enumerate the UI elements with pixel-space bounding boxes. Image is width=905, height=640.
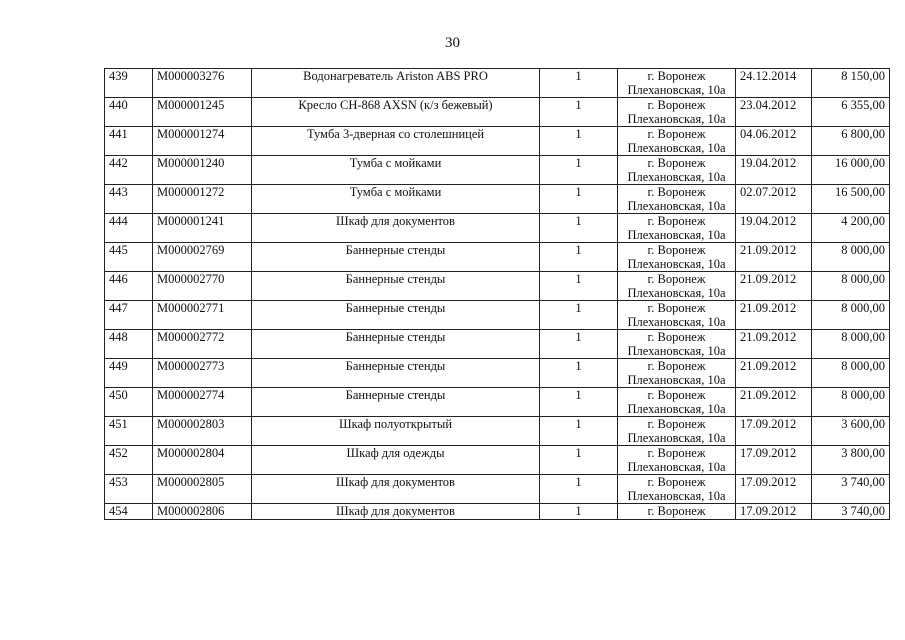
date-cell: 04.06.2012 <box>736 127 812 156</box>
date-cell: 21.09.2012 <box>736 272 812 301</box>
quantity-cell: 1 <box>540 69 618 98</box>
table-row <box>105 98 890 127</box>
location-street: Плехановская, 10а <box>627 460 726 474</box>
date-cell: 21.09.2012 <box>736 301 812 330</box>
amount-cell: 8 000,00 <box>812 359 890 388</box>
quantity-cell: 1 <box>540 127 618 156</box>
amount-cell: 8 000,00 <box>812 301 890 330</box>
quantity-cell: 1 <box>540 156 618 185</box>
location-city: г. Воронеж <box>647 156 706 170</box>
inventory-code-cell: М000002803 <box>153 417 252 446</box>
location-city: г. Воронеж <box>647 98 706 112</box>
inventory-code-cell: М000002771 <box>153 301 252 330</box>
page-number: 30 <box>445 35 460 51</box>
row-number-cell: 443 <box>105 185 153 214</box>
location-street: Плехановская, 10а <box>627 431 726 445</box>
location-cell <box>618 475 736 504</box>
location-street: Плехановская, 10а <box>627 315 726 329</box>
inventory-table <box>104 68 890 520</box>
quantity-cell: 1 <box>540 446 618 475</box>
location-city: г. Воронеж <box>647 69 706 83</box>
quantity-cell: 1 <box>540 272 618 301</box>
date-cell: 17.09.2012 <box>736 504 812 520</box>
quantity-cell: 1 <box>540 475 618 504</box>
location-street: Плехановская, 10а <box>627 489 726 503</box>
item-name-cell: Баннерные стенды <box>252 272 540 301</box>
table-row <box>105 388 890 417</box>
amount-cell: 8 000,00 <box>812 272 890 301</box>
amount-cell: 3 800,00 <box>812 446 890 475</box>
date-cell: 02.07.2012 <box>736 185 812 214</box>
quantity-cell: 1 <box>540 417 618 446</box>
row-number-cell: 451 <box>105 417 153 446</box>
item-name-cell: Баннерные стенды <box>252 330 540 359</box>
table-row <box>105 417 890 446</box>
inventory-code-cell: М000002804 <box>153 446 252 475</box>
quantity-cell: 1 <box>540 330 618 359</box>
location-city: г. Воронеж <box>647 359 706 373</box>
item-name-cell: Шкаф для документов <box>252 475 540 504</box>
location-city: г. Воронеж <box>647 272 706 286</box>
table-row <box>105 156 890 185</box>
row-number-cell: 446 <box>105 272 153 301</box>
row-number-cell: 449 <box>105 359 153 388</box>
inventory-code-cell: М000002773 <box>153 359 252 388</box>
location-street: Плехановская, 10а <box>627 199 726 213</box>
row-number-cell: 440 <box>105 98 153 127</box>
date-cell: 17.09.2012 <box>736 446 812 475</box>
location-city: г. Воронеж <box>647 301 706 315</box>
row-number-cell: 444 <box>105 214 153 243</box>
location-street: Плехановская, 10а <box>627 228 726 242</box>
amount-cell: 6 355,00 <box>812 98 890 127</box>
row-number-cell: 445 <box>105 243 153 272</box>
table-row <box>105 330 890 359</box>
location-cell <box>618 214 736 243</box>
location-street: Плехановская, 10а <box>627 402 726 416</box>
item-name-cell: Баннерные стенды <box>252 359 540 388</box>
location-city: г. Воронеж <box>647 185 706 199</box>
date-cell: 23.04.2012 <box>736 98 812 127</box>
item-name-cell: Шкаф для документов <box>252 504 540 520</box>
quantity-cell: 1 <box>540 243 618 272</box>
table-row <box>105 69 890 98</box>
row-number-cell: 439 <box>105 69 153 98</box>
amount-cell: 8 000,00 <box>812 388 890 417</box>
location-cell <box>618 417 736 446</box>
location-city: г. Воронеж <box>647 243 706 257</box>
row-number-cell: 452 <box>105 446 153 475</box>
location-cell <box>618 185 736 214</box>
quantity-cell: 1 <box>540 504 618 520</box>
table-row <box>105 475 890 504</box>
table-row <box>105 243 890 272</box>
location-cell <box>618 504 736 520</box>
date-cell: 21.09.2012 <box>736 359 812 388</box>
quantity-cell: 1 <box>540 359 618 388</box>
location-cell <box>618 69 736 98</box>
location-cell <box>618 359 736 388</box>
row-number-cell: 442 <box>105 156 153 185</box>
table-row <box>105 446 890 475</box>
inventory-code-cell: М000002772 <box>153 330 252 359</box>
row-number-cell: 450 <box>105 388 153 417</box>
quantity-cell: 1 <box>540 388 618 417</box>
location-city: г. Воронеж <box>647 330 706 344</box>
location-street: Плехановская, 10а <box>627 112 726 126</box>
amount-cell: 16 000,00 <box>812 156 890 185</box>
inventory-code-cell: М000002806 <box>153 504 252 520</box>
amount-cell: 8 000,00 <box>812 330 890 359</box>
location-street: Плехановская, 10а <box>627 170 726 184</box>
table-row <box>105 504 890 520</box>
inventory-code-cell: М000001245 <box>153 98 252 127</box>
table-row <box>105 272 890 301</box>
amount-cell: 16 500,00 <box>812 185 890 214</box>
item-name-cell: Водонагреватель Ariston ABS PRO <box>252 69 540 98</box>
row-number-cell: 454 <box>105 504 153 520</box>
date-cell: 21.09.2012 <box>736 330 812 359</box>
table-row <box>105 359 890 388</box>
table-row <box>105 301 890 330</box>
location-cell <box>618 272 736 301</box>
location-cell <box>618 330 736 359</box>
row-number-cell: 441 <box>105 127 153 156</box>
location-city: г. Воронеж <box>647 446 706 460</box>
location-street: Плехановская, 10а <box>627 141 726 155</box>
location-street: Плехановская, 10а <box>627 373 726 387</box>
location-cell <box>618 446 736 475</box>
date-cell: 24.12.2014 <box>736 69 812 98</box>
date-cell: 17.09.2012 <box>736 475 812 504</box>
location-cell <box>618 127 736 156</box>
quantity-cell: 1 <box>540 98 618 127</box>
location-city: г. Воронеж <box>647 214 706 228</box>
amount-cell: 3 740,00 <box>812 475 890 504</box>
inventory-code-cell: М000001274 <box>153 127 252 156</box>
row-number-cell: 447 <box>105 301 153 330</box>
date-cell: 19.04.2012 <box>736 214 812 243</box>
inventory-code-cell: М000002769 <box>153 243 252 272</box>
amount-cell: 4 200,00 <box>812 214 890 243</box>
row-number-cell: 448 <box>105 330 153 359</box>
location-street: Плехановская, 10а <box>627 257 726 271</box>
amount-cell: 8 000,00 <box>812 243 890 272</box>
item-name-cell: Баннерные стенды <box>252 301 540 330</box>
amount-cell: 8 150,00 <box>812 69 890 98</box>
item-name-cell: Шкаф для документов <box>252 214 540 243</box>
item-name-cell: Баннерные стенды <box>252 388 540 417</box>
location-street: Плехановская, 10а <box>627 344 726 358</box>
amount-cell: 3 740,00 <box>812 504 890 520</box>
table-row <box>105 214 890 243</box>
location-city: г. Воронеж <box>647 504 706 518</box>
date-cell: 17.09.2012 <box>736 417 812 446</box>
location-street: Плехановская, 10а <box>627 286 726 300</box>
location-city: г. Воронеж <box>647 417 706 431</box>
location-street: Плехановская, 10а <box>627 83 726 97</box>
date-cell: 21.09.2012 <box>736 388 812 417</box>
inventory-code-cell: М000001272 <box>153 185 252 214</box>
inventory-code-cell: М000001241 <box>153 214 252 243</box>
table-row <box>105 185 890 214</box>
inventory-code-cell: М000002805 <box>153 475 252 504</box>
item-name-cell: Шкаф полуоткрытый <box>252 417 540 446</box>
location-cell <box>618 301 736 330</box>
location-cell <box>618 156 736 185</box>
location-cell <box>618 388 736 417</box>
location-city: г. Воронеж <box>647 127 706 141</box>
location-city: г. Воронеж <box>647 475 706 489</box>
row-number-cell: 453 <box>105 475 153 504</box>
amount-cell: 3 600,00 <box>812 417 890 446</box>
amount-cell: 6 800,00 <box>812 127 890 156</box>
inventory-code-cell: М000002770 <box>153 272 252 301</box>
inventory-table-body <box>105 69 890 520</box>
item-name-cell: Тумба с мойками <box>252 185 540 214</box>
item-name-cell: Баннерные стенды <box>252 243 540 272</box>
inventory-code-cell: М000001240 <box>153 156 252 185</box>
date-cell: 19.04.2012 <box>736 156 812 185</box>
quantity-cell: 1 <box>540 214 618 243</box>
inventory-code-cell: М000002774 <box>153 388 252 417</box>
quantity-cell: 1 <box>540 301 618 330</box>
item-name-cell: Шкаф для одежды <box>252 446 540 475</box>
item-name-cell: Кресло CH-868 AXSN (к/з бежевый) <box>252 98 540 127</box>
location-cell <box>618 243 736 272</box>
location-city: г. Воронеж <box>647 388 706 402</box>
location-cell <box>618 98 736 127</box>
inventory-code-cell: М000003276 <box>153 69 252 98</box>
item-name-cell: Тумба с мойками <box>252 156 540 185</box>
quantity-cell: 1 <box>540 185 618 214</box>
item-name-cell: Тумба 3-дверная со столешницей <box>252 127 540 156</box>
table-row <box>105 127 890 156</box>
date-cell: 21.09.2012 <box>736 243 812 272</box>
